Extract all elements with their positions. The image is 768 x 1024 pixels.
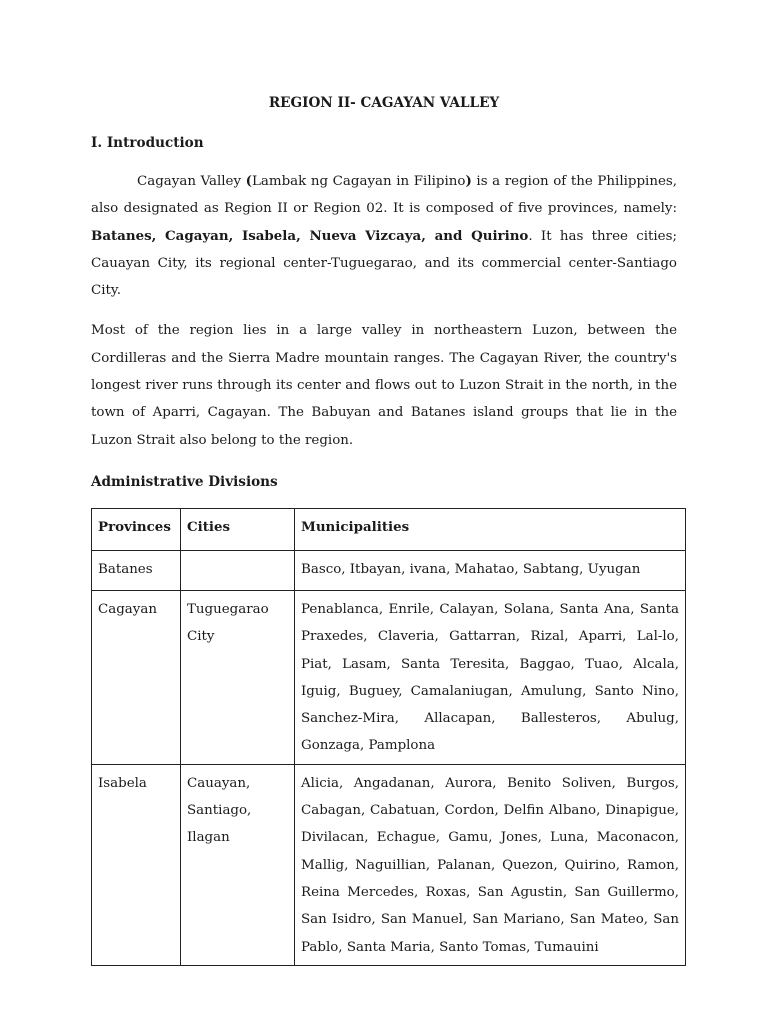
cell-province: Cagayan (92, 590, 181, 764)
section-heading-introduction: I. Introduction (91, 135, 204, 151)
cell-municipalities: Penablanca, Enrile, Calayan, Solana, Santa Ana, Santa Praxedes, Claveria, Gattarran, Rizal, Aparri, Lal-lo, Piat, Lasam, Santa Teresita, Baggao, Tuao, Alcala, Iguig, Buguey, Camalaniugan, Amulung, Santo Nino, Sanchez-Mira, Allacapan, Ballesteros, Abulug, Gonzaga, Pamplona (295, 590, 686, 764)
header-municipalities: Municipalities (295, 508, 686, 550)
table-header-row (92, 508, 686, 550)
intro-text: is a region of the Philippines, also designated as Region II or Region 02. It is composed of five provinces, namely: (91, 174, 678, 217)
intro-paragraph-1 (91, 168, 677, 304)
header-provinces: Provinces (92, 508, 181, 550)
table-row (92, 590, 686, 764)
administrative-divisions-table (91, 508, 686, 966)
intro-paragraph-2: Most of the region lies in a large valley in northeastern Luzon, between the Cordilleras and the Sierra Madre mountain ranges. The Cagayan River, the country's longest river runs through its center and flows out to Luzon Strait in the north, in the town of Aparri, Cagayan. The Babuyan and Batanes island groups that lie in the Luzon Strait also belong to the region. (91, 323, 677, 448)
intro-filipino-name: Lambak ng Cagayan in Filipino (252, 174, 466, 189)
city-name: Tuguegarao (187, 601, 269, 617)
intro-paren-close: ) (465, 173, 472, 189)
cell-municipalities: Alicia, Angadanan, Aurora, Benito Soliven, Burgos, Cabagan, Cabatuan, Cordon, Delfin Albano, Dinapigue, Divilacan, Echague, Gamu, Jones, Luna, Maconacon, Mallig, Naguillian, Palanan, Quezon, Quirino, Ramon, Reina Mercedes, Roxas, San Agustin, San Guillermo, San Isidro, San Manuel, San Mariano, San Mateo, San Pablo, Santa Maria, Santo Tomas, Tumauini (295, 764, 686, 965)
header-cities: Cities (181, 508, 295, 550)
city-name: Cauayan, (187, 775, 251, 791)
table-row (92, 550, 686, 590)
cell-province: Batanes (92, 550, 181, 590)
document-title: REGION II- CAGAYAN VALLEY (268, 95, 500, 111)
cell-cities (181, 590, 295, 764)
city-name: Ilagan (187, 830, 230, 846)
intro-text: Cagayan Valley (137, 174, 246, 189)
city-name: City (187, 629, 215, 645)
cell-cities (181, 764, 295, 965)
intro-provinces-list: Batanes, Cagayan, Isabela, Nueva Vizcaya, and Quirino (91, 227, 529, 244)
sub-heading-administrative-divisions: Administrative Divisions (91, 473, 278, 490)
intro-text: . It has three cities; Cauayan City, its regional center-Tuguegarao, and its commercial center-Santiago City. (91, 228, 677, 299)
cell-province: Isabela (92, 764, 181, 965)
cell-municipalities: Basco, Itbayan, ivana, Mahatao, Sabtang, Uyugan (295, 550, 686, 590)
table-row (92, 764, 686, 965)
city-name: Santiago, (187, 803, 252, 819)
cell-cities (181, 550, 295, 590)
intro-paren-open: ( (245, 173, 253, 189)
